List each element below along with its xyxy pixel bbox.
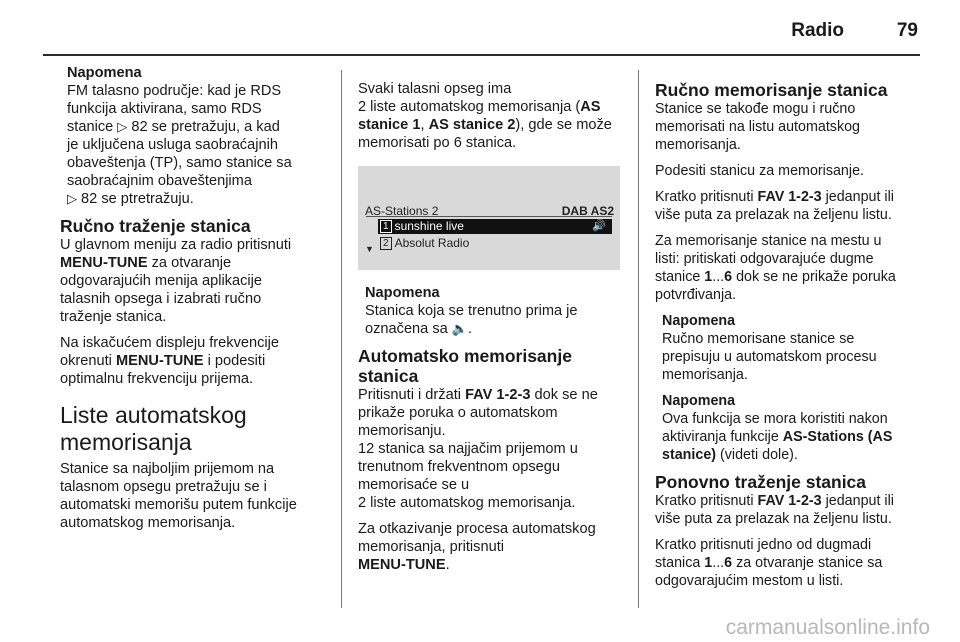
display-station-row-selected bbox=[378, 219, 612, 234]
heading-manual-search: Ručno traženje stanica bbox=[60, 216, 251, 236]
note-current-station bbox=[358, 284, 630, 338]
paragraph: Stanice sa najboljim prijemom na talasnom opsegu pretražuju se i automatski memorišu putem funkcije automatskog memorisanja. bbox=[60, 461, 297, 531]
radio-display-image bbox=[358, 166, 620, 270]
note-text: Ručno memorisane stanice se bbox=[662, 331, 855, 347]
note-text: Stanica koja se trenutno prima je bbox=[365, 303, 578, 319]
watermark: carmanualsonline.info bbox=[725, 616, 930, 639]
page-ref-icon: ▷ bbox=[117, 119, 128, 134]
note-text: FM talasno područje: kad je RDS bbox=[67, 83, 282, 99]
station-name: sunshine live bbox=[394, 219, 464, 233]
heading-research: Ponovno traženje stanica bbox=[655, 472, 867, 492]
note-text: stanice) (videti dole). bbox=[662, 447, 798, 463]
note-text: funkcija aktivirana, samo RDS bbox=[67, 101, 262, 117]
station-number: 2 bbox=[380, 237, 392, 250]
note-rds bbox=[60, 64, 335, 208]
page-number: 79 bbox=[896, 20, 918, 41]
page-header-title: Radio bbox=[791, 20, 844, 41]
note-as-stations bbox=[655, 392, 927, 464]
display-title: AS-Stations 2 bbox=[365, 204, 439, 218]
station-name: Absolut Radio bbox=[394, 236, 470, 250]
note-text: saobraćajnim obaveštenjima bbox=[67, 173, 252, 189]
note-title: Napomena bbox=[67, 65, 142, 81]
column-divider-1 bbox=[341, 70, 342, 608]
paragraph: Za otkazivanje procesa automatskog memorisanja, pritisnuti MENU-TUNE. bbox=[358, 521, 596, 573]
note-text: prepisuju u automatskom procesu bbox=[662, 349, 877, 365]
heading-manual-memorize: Ručno memorisanje stanica bbox=[655, 80, 888, 100]
paragraph: U glavnom meniju za radio pritisnuti MENU-TUNE za otvaranje odgovarajućih menija aplikacije talasnih opsega i izabrati ručno traženje stanica. bbox=[60, 237, 292, 325]
paragraph: Stanice se takođe mogu i ručno memorisati na listu automatskog memorisanja. bbox=[655, 101, 861, 153]
note-title: Napomena bbox=[662, 313, 736, 329]
arrow-down-icon: ▼ bbox=[365, 244, 374, 254]
speaker-icon: 🔈 bbox=[451, 321, 469, 336]
paragraph: Kratko pritisnuti jedno od dugmadi stanica 1...6 za otvaranje stanice sa odgovarajućim mestom u listi. bbox=[655, 537, 883, 589]
header-rule bbox=[43, 54, 920, 56]
note-text: aktiviranja funkcije AS-Stations (AS bbox=[662, 429, 893, 445]
paragraph: Kratko pritisnuti FAV 1-2-3 jedanput ili više puta za prelazak na željenu listu. bbox=[655, 189, 894, 223]
display-divider bbox=[366, 216, 612, 217]
note-text: označena sa 🔈. bbox=[365, 321, 473, 337]
paragraph: Za memorisanje stanice na mestu u listi: pritiskati odgovarajuće dugme stanice 1...6 dok se ne prikaže poruka potvrđivanja. bbox=[655, 233, 896, 303]
heading-auto-memorize: Automatsko memorisanje stanica bbox=[358, 346, 572, 386]
heading-auto-lists: Liste automatskog memorisanja bbox=[60, 402, 247, 455]
note-text: stanice ▷ 82 se pretražuju, a kad bbox=[67, 119, 280, 135]
note-text: Ova funkcija se mora koristiti nakon bbox=[662, 411, 888, 427]
paragraph: Svaki talasni opseg ima 2 liste automatskog memorisanja (AS stanice 1, AS stanice 2), gde se može memorisati po 6 stanica. bbox=[358, 81, 612, 151]
display-station-row bbox=[378, 236, 612, 251]
column-2 bbox=[358, 64, 630, 582]
column-divider-2 bbox=[638, 70, 639, 608]
note-title: Napomena bbox=[365, 285, 440, 301]
speaker-icon: 🔊 bbox=[592, 220, 606, 232]
paragraph: Kratko pritisnuti FAV 1-2-3 jedanput ili više puta za prelazak na željenu listu. bbox=[655, 493, 894, 527]
paragraph: Na iskačućem displeju frekvencije okrenuti MENU-TUNE i podesiti optimalnu frekvenciju prijema. bbox=[60, 335, 279, 387]
note-text: obaveštenja (TP), samo stanice sa bbox=[67, 155, 292, 171]
note-manual-overwrite bbox=[655, 312, 927, 384]
column-3 bbox=[655, 64, 927, 598]
paragraph: Pritisnuti i držati FAV 1-2-3 dok se ne prikaže poruka o automatskom memorisanju. 12 stanica sa najjačim prijemom u trenutnom frekventnom opsegu memorisaće se u 2 liste automatskog memorisanja. bbox=[358, 387, 598, 511]
note-title: Napomena bbox=[662, 393, 736, 409]
note-text: memorisanja. bbox=[662, 367, 748, 383]
note-text: ▷ 82 se ptretražuju. bbox=[67, 191, 194, 207]
column-1 bbox=[60, 64, 335, 540]
note-text: je uključena usluga saobraćajnih bbox=[67, 137, 278, 153]
station-number: 1 bbox=[380, 220, 392, 233]
display-band: DAB AS2 bbox=[561, 204, 614, 218]
page-ref-icon: ▷ bbox=[67, 191, 77, 206]
paragraph: Podesiti stanicu za memorisanje. bbox=[655, 163, 864, 179]
